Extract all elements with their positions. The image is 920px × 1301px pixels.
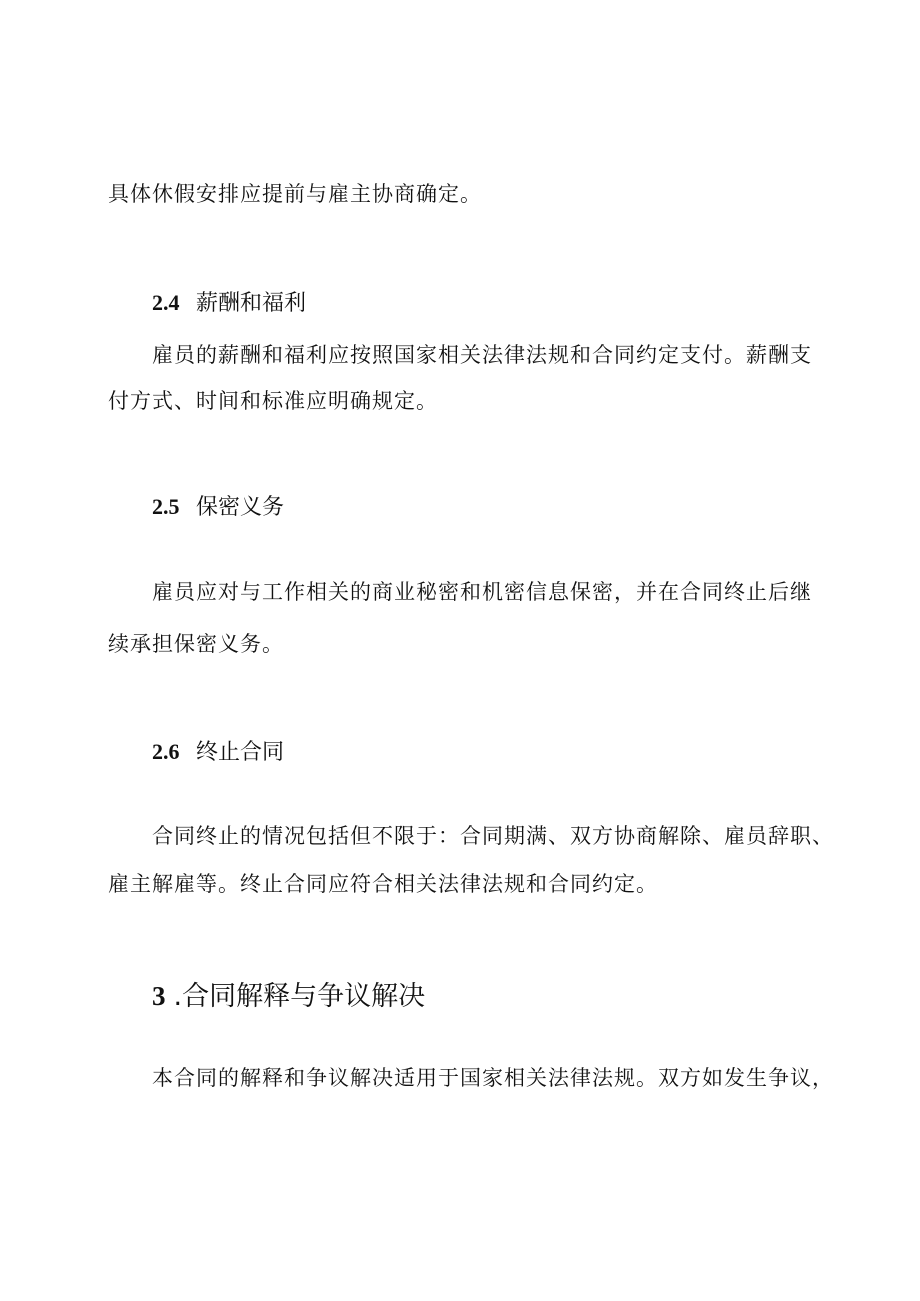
section-number: 2.5 [152, 494, 180, 519]
section-heading-2-6 [152, 737, 284, 768]
paragraph-termination-line-2: 雇主解雇等。终止合同应符合相关法律法规和合同约定。 [108, 872, 658, 896]
section-number: 2.4 [152, 290, 180, 315]
paragraph-confidentiality-line-2: 续承担保密义务。 [108, 632, 284, 656]
paragraph-leave-arrangement: 具体休假安排应提前与雇主协商确定。 [108, 182, 482, 206]
section-number: 2.6 [152, 739, 180, 764]
section-title: 终止合同 [196, 740, 285, 765]
paragraph-termination-line-1: 合同终止的情况包括但不限于：合同期满、双方协商解除、雇员辞职、 [152, 824, 834, 848]
paragraph-salary-line-1: 雇员的薪酬和福利应按照国家相关法律法规和合同约定支付。薪酬支 [152, 343, 812, 367]
paragraph-salary-line-2: 付方式、时间和标准应明确规定。 [108, 389, 438, 413]
paragraph-confidentiality-line-1: 雇员应对与工作相关的商业秘密和机密信息保密，并在合同终止后继 [152, 580, 812, 604]
section-heading-2-4 [152, 288, 306, 319]
section-title: .合同解释与争议解决 [173, 981, 426, 1012]
section-number: 3 [152, 981, 166, 1011]
paragraph-dispute-line-1: 本合同的解释和争议解决适用于国家相关法律法规。双方如发生争议， [152, 1066, 834, 1090]
section-heading-3 [152, 979, 425, 1014]
section-heading-2-5 [152, 492, 284, 523]
section-title: 薪酬和福利 [196, 291, 307, 316]
section-title: 保密义务 [196, 495, 285, 520]
